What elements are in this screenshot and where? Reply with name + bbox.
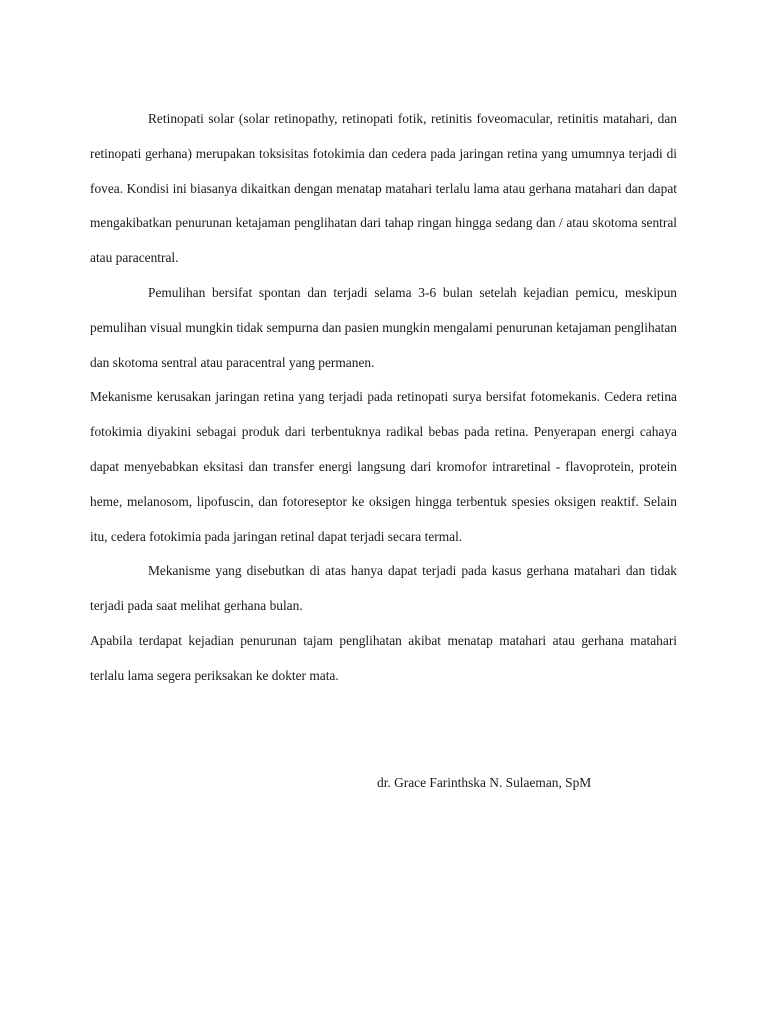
- author-signature: dr. Grace Farinthska N. Sulaeman, SpM: [377, 775, 592, 790]
- document-body: [90, 102, 677, 694]
- paragraph-advice: Apabila terdapat kejadian penurunan tajam penglihatan akibat menatap matahari atau gerhana matahari terlalu lama segera periksakan ke dokter mata.: [90, 632, 677, 683]
- paragraph-recovery: Pemulihan bersifat spontan dan terjadi selama 3-6 bulan setelah kejadian pemicu, meskipun pemulihan visual mungkin tidak sempurna dan pasien mungkin mengalami penurunan ketajaman penglihatan dan skotoma sentral atau paracentral yang permanen.: [90, 284, 677, 370]
- paragraph-mechanism: Mekanisme kerusakan jaringan retina yang terjadi pada retinopati surya bersifat fotomekanis. Cedera retina fotokimia diyakini sebagai produk dari terbentuknya radikal bebas pada retina. Penyerapan energi cahaya dapat menyebabkan eksitasi dan transfer energi langsung dari kromofor intraretinal - flavoprotein, protein heme, melanosom, lipofuscin, dan fotoreseptor ke oksigen hingga terbentuk spesies oksigen reaktif. Selain itu, cedera fotokimia pada jaringan retinal dapat terjadi secara termal.: [90, 389, 677, 544]
- paragraph-solar-retinopathy-definition: Retinopati solar (solar retinopathy, retinopati fotik, retinitis foveomacular, retinitis matahari, dan retinopati gerhana) merupakan toksisitas fotokimia dan cedera pada jaringan retina yang umumnya terjadi di fovea. Kondisi ini biasanya dikaitkan dengan menatap matahari terlalu lama atau gerhana matahari dan dapat mengakibatkan penurunan ketajaman penglihatan dari tahap ringan hingga sedang dan / atau skotoma sentral atau paracentral.: [90, 111, 677, 266]
- paragraph-eclipse-note: Mekanisme yang disebutkan di atas hanya dapat terjadi pada kasus gerhana matahari dan tidak terjadi pada saat melihat gerhana bulan.: [90, 563, 677, 614]
